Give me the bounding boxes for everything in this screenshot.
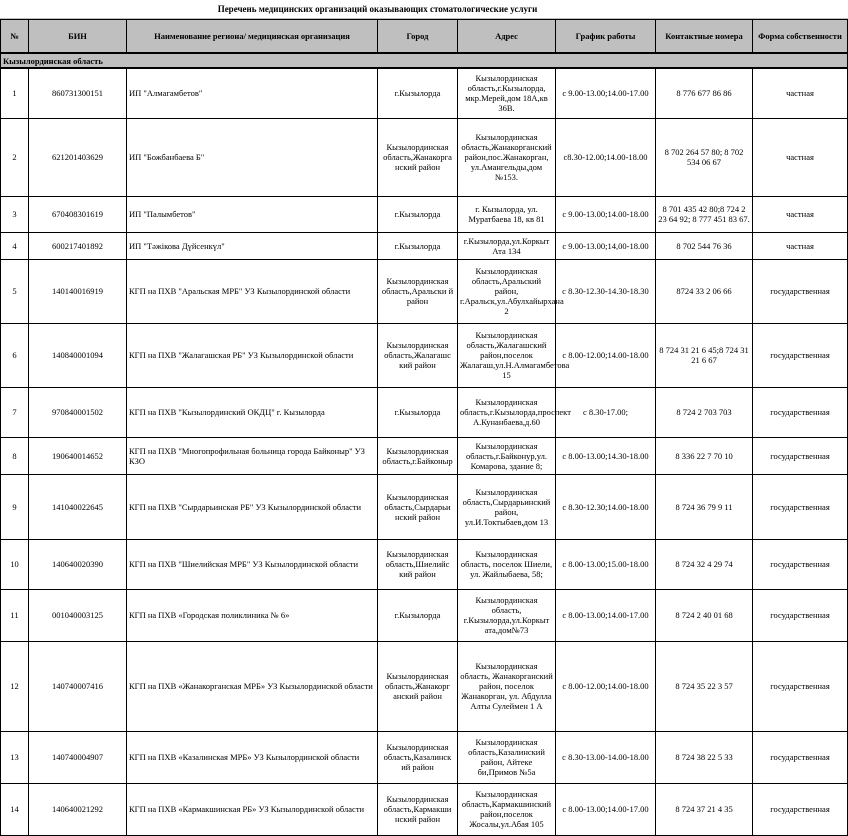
cell-phone: 8 724 31 21 6 45;8 724 31 21 6 67	[656, 323, 753, 387]
cell-ownership: частная	[753, 232, 848, 259]
cell-city: г.Кызылорда	[378, 387, 458, 437]
cell-number: 13	[1, 731, 29, 783]
cell-number: 8	[1, 437, 29, 474]
cell-number: 10	[1, 539, 29, 589]
cell-number: 7	[1, 387, 29, 437]
cell-hours: с 8.30-12.30-14.30-18.30	[556, 259, 656, 323]
cell-hours: с 8.00-12.00;14.00-18.00	[556, 323, 656, 387]
cell-hours: с8.30-12.00;14.00-18.00	[556, 118, 656, 196]
header-bin: БИН	[29, 20, 127, 54]
table-row	[1, 118, 848, 196]
cell-city: г.Кызылорда	[378, 68, 458, 118]
cell-address: Кызылординская область,Сырдарьинский район, ул.И.Токтыбаев,дом 13	[458, 474, 556, 539]
table-row	[1, 232, 848, 259]
cell-ownership: государственная	[753, 589, 848, 641]
cell-ownership: государственная	[753, 387, 848, 437]
cell-name: КГП на ПХВ "Сырдарьинская РБ" УЗ Кызылординской области	[127, 474, 378, 539]
cell-city: Кызылординская область,Казалинск ий район	[378, 731, 458, 783]
cell-ownership: государственная	[753, 783, 848, 835]
table-row	[1, 474, 848, 539]
cell-city: Кызылординская область,Жалагашс кий район	[378, 323, 458, 387]
region-label: Кызылординская область	[1, 53, 848, 68]
cell-number: 6	[1, 323, 29, 387]
cell-address: Кызылординская область, г.Кызылорда,ул.Коркыт ата,дом№73	[458, 589, 556, 641]
cell-ownership: государственная	[753, 259, 848, 323]
table-row	[1, 731, 848, 783]
header-name: Наименование региона/ медицинская организация	[127, 20, 378, 54]
cell-name: КГП на ПХВ «Казалинская МРБ» УЗ Кызылординской области	[127, 731, 378, 783]
cell-city: Кызылординская область,Кармакши нский район	[378, 783, 458, 835]
cell-bin: 140740007416	[29, 641, 127, 731]
header-row	[1, 20, 848, 54]
cell-ownership: государственная	[753, 323, 848, 387]
cell-address: Кызылординская область,Аральский район, г.Аральск,ул.Абулхайырхана 2	[458, 259, 556, 323]
cell-bin: 140640020390	[29, 539, 127, 589]
cell-ownership: государственная	[753, 474, 848, 539]
cell-city: Кызылординская область,Жанакорг анский район	[378, 641, 458, 731]
cell-name: КГП на ПХВ «Городская поликлиника № 6»	[127, 589, 378, 641]
cell-address: Кызылординская область,г.Кызылорда, мкр.Мерей,дом 18А,кв 36В.	[458, 68, 556, 118]
cell-bin: 140840001094	[29, 323, 127, 387]
header-number: №	[1, 20, 29, 54]
cell-hours: с 8.30-12.30;14.00-18.00	[556, 474, 656, 539]
cell-hours: с 9.00-13.00;14.00-17.00	[556, 68, 656, 118]
table-row	[1, 589, 848, 641]
cell-bin: 860731300151	[29, 68, 127, 118]
cell-address: Кызылординская область,г.Кызылорда,проспект А.Кунанбаева,д.60	[458, 387, 556, 437]
cell-bin: 670408301619	[29, 196, 127, 232]
cell-number: 3	[1, 196, 29, 232]
cell-name: ИП "Божбанбаева Б"	[127, 118, 378, 196]
cell-phone: 8 724 38 22 5 33	[656, 731, 753, 783]
table-row	[1, 539, 848, 589]
cell-bin: 140740004907	[29, 731, 127, 783]
cell-phone: 8 702 544 76 36	[656, 232, 753, 259]
cell-name: КГП на ПХВ "Кызылординский ОКДЦ" г. Кызылорда	[127, 387, 378, 437]
cell-name: ИП "Тәжікова Дүйсенкүл"	[127, 232, 378, 259]
cell-city: г.Кызылорда	[378, 196, 458, 232]
cell-number: 11	[1, 589, 29, 641]
cell-hours: с 8.30-17.00;	[556, 387, 656, 437]
cell-name: ИП "Алмагамбетов"	[127, 68, 378, 118]
table-row	[1, 259, 848, 323]
cell-address: г.Кызылорда,ул.Коркыт Ата 134	[458, 232, 556, 259]
table-row	[1, 387, 848, 437]
cell-number: 12	[1, 641, 29, 731]
cell-city: Кызылординская область,Аральски й район	[378, 259, 458, 323]
cell-address: г. Кызылорда, ул. Муратбаева 18, кв 81	[458, 196, 556, 232]
cell-city: г.Кызылорда	[378, 232, 458, 259]
cell-address: Кызылординская область,Кармакшинский район,поселок Жосалы,ул.Абая 105	[458, 783, 556, 835]
cell-city: Кызылординская область,г.Байконыр	[378, 437, 458, 474]
cell-hours: с 9.00-13.00;14,00-18.00	[556, 232, 656, 259]
cell-phone: 8 702 264 57 80; 8 702 534 06 67	[656, 118, 753, 196]
cell-phone: 8 336 22 7 70 10	[656, 437, 753, 474]
cell-name: ИП "Палымбетов"	[127, 196, 378, 232]
cell-hours: с 8.00-13.00;15.00-18.00	[556, 539, 656, 589]
cell-phone: 8 724 32 4 29 74	[656, 539, 753, 589]
cell-phone: 8 724 36 79 9 11	[656, 474, 753, 539]
cell-number: 14	[1, 783, 29, 835]
cell-bin: 141040022645	[29, 474, 127, 539]
cell-address: Кызылординская область,Казалинский район, Айтеке би,Примов №5а	[458, 731, 556, 783]
region-row	[1, 53, 848, 68]
cell-hours: с 8.00-13.00;14.00-17.00	[556, 783, 656, 835]
cell-bin: 621201403629	[29, 118, 127, 196]
cell-bin: 970840001502	[29, 387, 127, 437]
cell-hours: с 8.00-13.00;14.30-18.00	[556, 437, 656, 474]
header-hours: График работы	[556, 20, 656, 54]
cell-bin: 140640021292	[29, 783, 127, 835]
cell-ownership: государственная	[753, 437, 848, 474]
cell-ownership: частная	[753, 118, 848, 196]
cell-number: 2	[1, 118, 29, 196]
header-phone: Контактные номера	[656, 20, 753, 54]
cell-city: Кызылординская область,Жанакоргa нский район	[378, 118, 458, 196]
cell-ownership: государственная	[753, 539, 848, 589]
cell-address: Кызылординская область,г.Байконур,ул. Комарова, здание 8;	[458, 437, 556, 474]
cell-hours: с 8.00-12.00;14.00-18.00	[556, 641, 656, 731]
header-address: Адрес	[458, 20, 556, 54]
cell-phone: 8 724 35 22 3 57	[656, 641, 753, 731]
table-row	[1, 196, 848, 232]
table-row	[1, 437, 848, 474]
cell-address: Кызылординская область, поселок Шиели, ул. Жайлыбаева, 58;	[458, 539, 556, 589]
cell-bin: 190640014652	[29, 437, 127, 474]
table-row	[1, 783, 848, 835]
cell-hours: с 8.00-13.00;14.00-17.00	[556, 589, 656, 641]
cell-ownership: государственная	[753, 731, 848, 783]
cell-hours: с 8.30-13.00-14.00-18.00	[556, 731, 656, 783]
cell-name: КГП на ПХВ "Аральская МРБ" УЗ Кызылординской области	[127, 259, 378, 323]
title-row	[0, 0, 848, 19]
cell-hours: с 9.00-13.00;14.00-18.00	[556, 196, 656, 232]
cell-name: КГП на ПХВ «Кармакшинская РБ» УЗ Кызылординской области	[127, 783, 378, 835]
cell-name: КГП на ПХВ "Шиелийская МРБ" УЗ Кызылординской области	[127, 539, 378, 589]
cell-phone: 8 724 2 40 01 68	[656, 589, 753, 641]
table-row	[1, 323, 848, 387]
cell-number: 4	[1, 232, 29, 259]
cell-phone: 8 724 37 21 4 35	[656, 783, 753, 835]
sheet-title: Перечень медицинских организаций оказывающих стоматологические услуги	[217, 4, 538, 14]
cell-bin: 600217401892	[29, 232, 127, 259]
header-city: Город	[378, 20, 458, 54]
cell-phone: 8 724 2 703 703	[656, 387, 753, 437]
table-row	[1, 68, 848, 118]
cell-address: Кызылординская область, Жанакорганский район, поселок Жанакорган, ул. Абдулла Алты Сулеймен 1 А	[458, 641, 556, 731]
cell-bin: 001040003125	[29, 589, 127, 641]
organizations-table	[0, 19, 848, 836]
cell-city: Кызылординская область,Сырдарьи нский район	[378, 474, 458, 539]
cell-bin: 140140016919	[29, 259, 127, 323]
cell-name: КГП на ПХВ "Многопрофильная больница города Байконыр" УЗ КЗО	[127, 437, 378, 474]
cell-city: Кызылординская область,Шиелийс кий район	[378, 539, 458, 589]
cell-number: 1	[1, 68, 29, 118]
cell-name: КГП на ПХВ «Жанакорганская МРБ» УЗ Кызылординской области	[127, 641, 378, 731]
cell-ownership: частная	[753, 68, 848, 118]
cell-address: Кызылординская область,Жанакорганский район,пос.Жанакорган, ул.Амангельды,дом №153.	[458, 118, 556, 196]
cell-ownership: государственная	[753, 641, 848, 731]
table-row	[1, 641, 848, 731]
cell-address: Кызылординская область,Жалагашский район,поселок Жалагаш,ул.Н.Алмагамбетова 15	[458, 323, 556, 387]
cell-ownership: частная	[753, 196, 848, 232]
cell-name: КГП на ПХВ "Жалагашская РБ" УЗ Кызылординской области	[127, 323, 378, 387]
cell-phone: 8 776 677 86 86	[656, 68, 753, 118]
header-ownership: Форма собственности	[753, 20, 848, 54]
cell-number: 5	[1, 259, 29, 323]
cell-city: г.Кызылорда	[378, 589, 458, 641]
cell-phone: 8 701 435 42 80;8 724 2 23 64 92; 8 777 451 83 67.	[656, 196, 753, 232]
cell-phone: 8724 33 2 06 66	[656, 259, 753, 323]
cell-number: 9	[1, 474, 29, 539]
